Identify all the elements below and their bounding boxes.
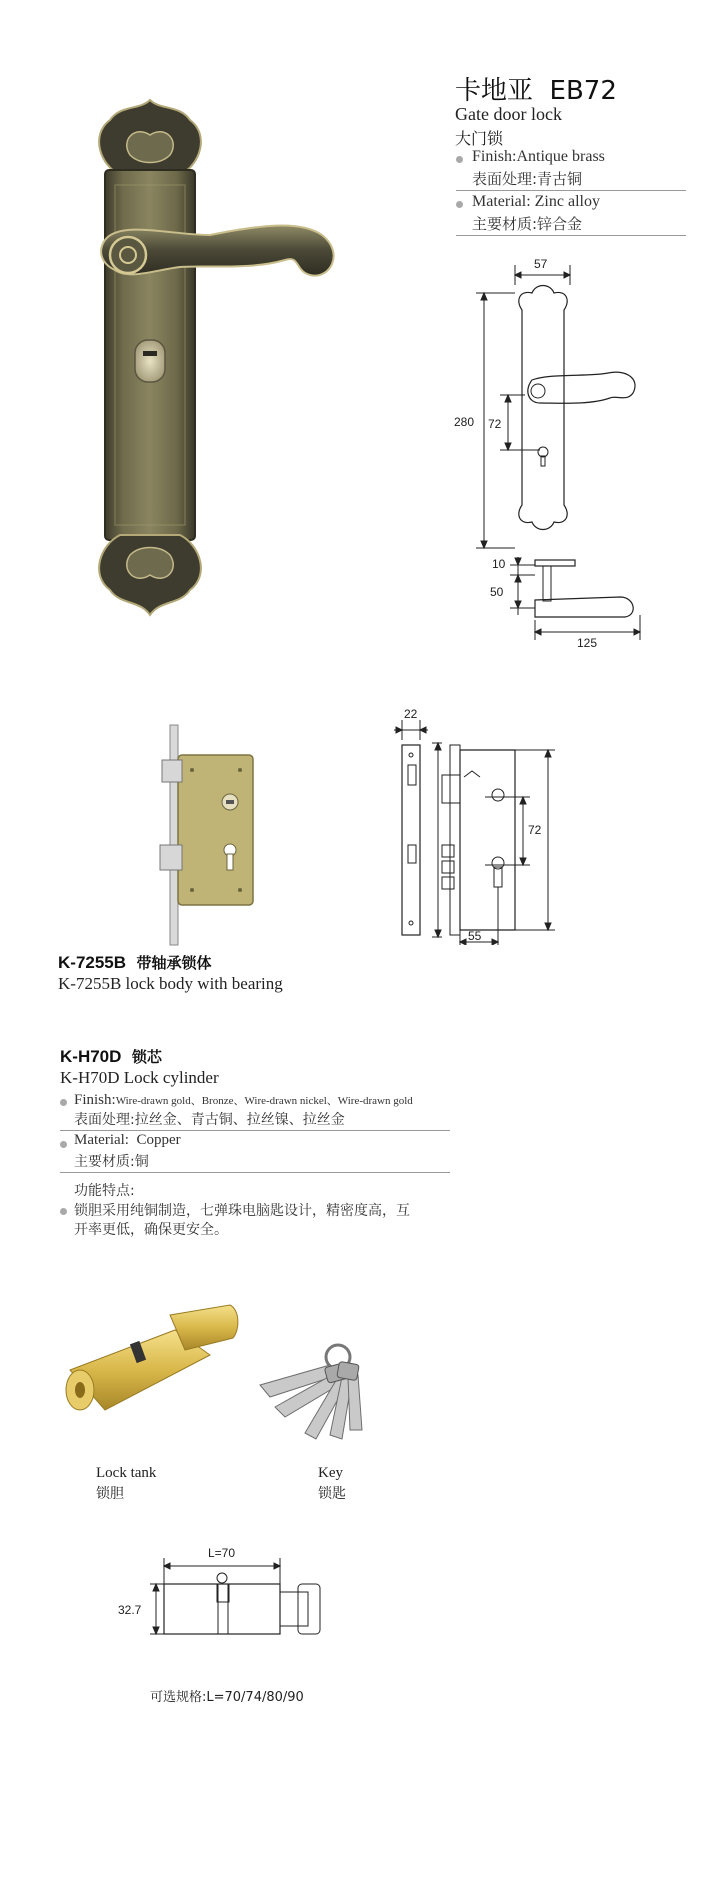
- cyl-dim-height: 32.7: [118, 1603, 142, 1617]
- lock-body-model: K-7255B: [58, 953, 127, 972]
- key-label-en: Key: [318, 1465, 343, 1481]
- lock-body-heading: [58, 952, 212, 973]
- dim-projection: 50: [490, 585, 504, 599]
- cyl-finish-options: Wire-drawn gold、Bronze、Wire-drawn nickel、Wire-drawn gold: [115, 1095, 413, 1107]
- material-cn: 主要材质:锌合金: [472, 215, 583, 233]
- cylinder-name-en: K-H70D Lock cylinder: [60, 1068, 219, 1087]
- cyl-dim-length: L=70: [208, 1546, 236, 1560]
- dim-length: 125: [577, 636, 598, 650]
- cyl-material-bullet: [60, 1141, 67, 1148]
- cylinder-dimension-drawing: [110, 1548, 350, 1658]
- dim-thickness: 10: [492, 557, 506, 571]
- lock-body-name-en: K-7255B lock body with bearing: [58, 974, 283, 993]
- features-line2: 开率更低，确保更安全。: [74, 1222, 228, 1238]
- lock-tank-label-en: Lock tank: [96, 1465, 157, 1481]
- cyl-material-rule: [60, 1172, 450, 1173]
- key-photo: [250, 1335, 400, 1450]
- product-subtitle-cn: 大门锁: [455, 129, 504, 148]
- features-title: 功能特点:: [74, 1183, 135, 1199]
- cyl-finish-rule: [60, 1130, 450, 1131]
- cyl-finish-label: Finish:: [74, 1092, 116, 1108]
- cylinder-name-cn: 锁芯: [131, 1048, 162, 1066]
- lock-dim-thickness: 22: [404, 707, 418, 721]
- dim-width: 57: [534, 257, 548, 271]
- dim-center: 72: [488, 417, 502, 431]
- handle-dimension-drawing: [440, 255, 670, 675]
- key-label-cn: 锁匙: [318, 1486, 346, 1502]
- product-title: 卡地亚 EB72: [455, 76, 617, 106]
- finish-bullet: [456, 156, 463, 163]
- cylinder-heading: [60, 1046, 162, 1067]
- material-bullet: [456, 201, 463, 208]
- features-line1: 锁胆采用纯铜制造，七弹珠电脑匙设计，精密度高，互: [74, 1203, 410, 1219]
- cylinder-model: K-H70D: [60, 1047, 122, 1066]
- cyl-material-en: Material: Copper: [74, 1132, 181, 1148]
- features-bullet: [60, 1208, 67, 1215]
- cyl-material-cn: 主要材质:铜: [74, 1154, 149, 1170]
- lock-dim-backset: 55: [468, 929, 482, 943]
- lock-body-drawing: [380, 707, 580, 945]
- material-rule: [456, 235, 686, 236]
- finish-en: Finish:Antique brass: [472, 148, 605, 165]
- cylinder-options: 可选规格:L=70/74/80/90: [150, 1690, 304, 1705]
- lock-tank-label-cn: 锁胆: [96, 1486, 124, 1502]
- handle-photo: [60, 95, 370, 640]
- dim-height: 280: [454, 415, 475, 429]
- finish-cn: 表面处理:青古铜: [472, 170, 583, 188]
- product-subtitle-en: Gate door lock: [455, 104, 562, 124]
- finish-rule: [456, 190, 686, 191]
- lock-dim-center: 72: [528, 823, 542, 837]
- cyl-finish-cn: 表面处理:拉丝金、青古铜、拉丝镍、拉丝金: [74, 1112, 345, 1128]
- cyl-finish-bullet: [60, 1099, 67, 1106]
- cyl-finish-en: [74, 1091, 413, 1109]
- material-en: Material: Zinc alloy: [472, 193, 600, 210]
- lock-body-photo: [150, 720, 260, 950]
- lock-body-name-cn: 带轴承锁体: [136, 954, 212, 972]
- lock-tank-photo: [55, 1300, 245, 1440]
